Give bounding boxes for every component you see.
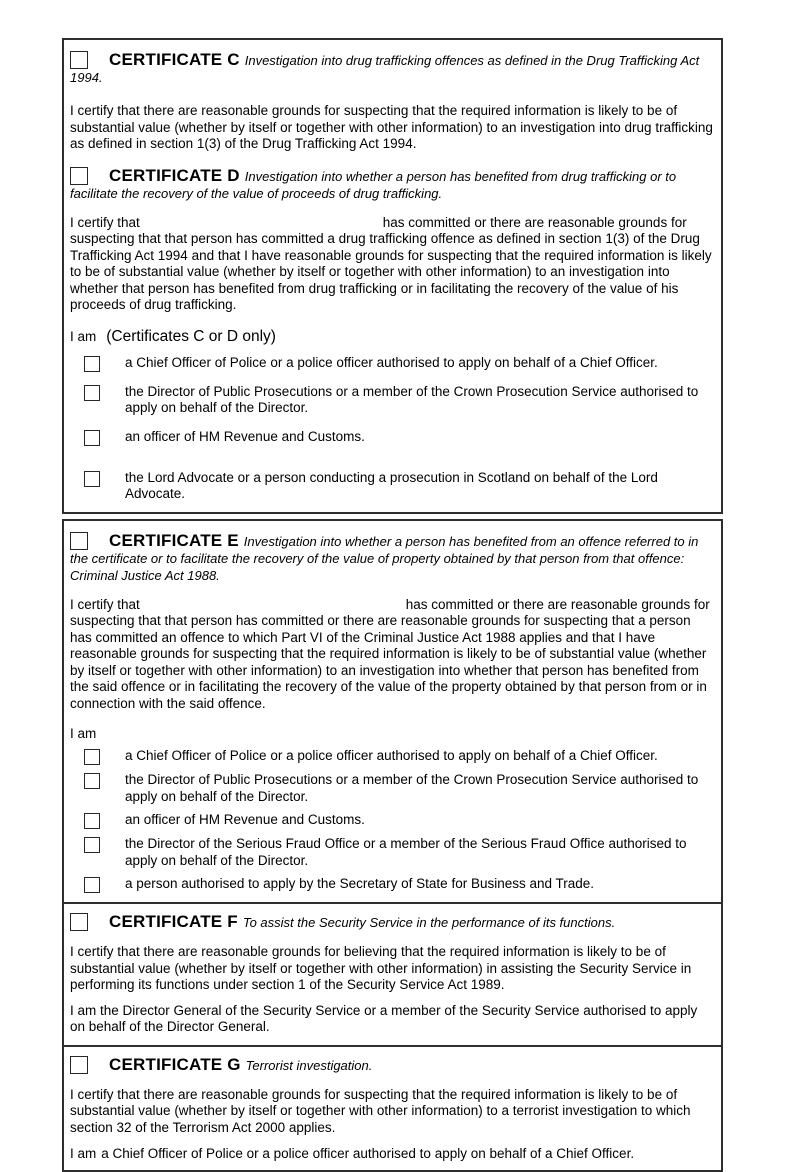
certify-suffix: has committed or there are reasonable grounds for suspecting that that person has committed or there are reasonable grounds for suspecting that a person has committed an offence to which Part VI of the Criminal Justice Act 1988 applies and that I have reasonable grounds for suspecting that the required information is likely to be of substantial value (whether by itself or together with other information) to an investigation into whether that person has benefited from the said offence or in facilitating the recovery of the value of the property obtained by that person from or in connection with the said offence.	[70, 597, 710, 711]
e-role-option-4-checkbox[interactable]	[84, 877, 100, 893]
certificate-g-section	[62, 1045, 723, 1172]
iam-label: I am	[70, 726, 96, 741]
option-label: the Lord Advocate or a person conducting a prosecution in Scotland on behalf of the Lord Advocate.	[125, 470, 713, 503]
certificates-form	[62, 38, 723, 1172]
certificate-c-subtitle: Investigation into drug trafficking offences as defined in the Drug Trafficking Act 1994.	[70, 53, 699, 85]
certificate-d-certify-paragraph	[70, 215, 713, 314]
certificate-f-checkbox[interactable]	[70, 913, 88, 931]
cd-role-option-0-checkbox[interactable]	[84, 356, 100, 372]
cd-role-option-1-checkbox[interactable]	[84, 385, 100, 401]
certify-prefix: I certify that	[70, 597, 140, 612]
cd-role-option-2-checkbox[interactable]	[84, 430, 100, 446]
e-role-option-0-checkbox[interactable]	[84, 749, 100, 765]
e-role-option-2-checkbox[interactable]	[84, 813, 100, 829]
certificate-f-body: I certify that there are reasonable grounds for believing that the required information is likely to be of substantial value (whether by itself or together with other information) in assisting the Security Service in performing its functions under section 1 of the Security Service Act 1989.	[70, 944, 713, 994]
cd-role-option-1	[70, 384, 713, 417]
iam-label: I am	[70, 329, 96, 344]
certificate-e-checkbox[interactable]	[70, 532, 88, 550]
iam-label: I am	[70, 1146, 96, 1161]
g-iam-text: a Chief Officer of Police or a police officer authorised to apply on behalf of a Chief Officer.	[101, 1146, 634, 1161]
cd-iam-row	[70, 328, 713, 346]
option-label: a person authorised to apply by the Secretary of State for Business and Trade.	[125, 876, 594, 893]
certificate-g-header	[70, 1056, 713, 1074]
option-label: an officer of HM Revenue and Customs.	[125, 812, 365, 829]
certificates-cd-section	[62, 38, 723, 514]
certificate-g-checkbox[interactable]	[70, 1056, 88, 1074]
certificate-c-header	[70, 51, 713, 86]
certificate-f-title: CERTIFICATE F	[109, 912, 243, 931]
e-role-option-3	[70, 836, 713, 869]
cd-role-option-3-checkbox[interactable]	[84, 471, 100, 487]
certificate-e-section	[62, 519, 723, 905]
certificate-e-title: CERTIFICATE E	[109, 531, 244, 550]
certificate-f-section	[62, 902, 723, 1047]
certificate-f-subtitle: To assist the Security Service in the performance of its functions.	[243, 915, 615, 930]
certify-name-blank[interactable]	[140, 607, 406, 609]
certify-prefix: I certify that	[70, 215, 140, 230]
option-label: a Chief Officer of Police or a police officer authorised to apply on behalf of a Chief Officer.	[125, 748, 658, 765]
e-role-option-2	[70, 812, 713, 829]
e-role-option-1	[70, 772, 713, 805]
certificate-d-header	[70, 167, 713, 202]
option-label: the Director of Public Prosecutions or a member of the Crown Prosecution Service authorised to apply on behalf of the Director.	[125, 772, 713, 805]
option-label: an officer of HM Revenue and Customs.	[125, 429, 365, 446]
cd-role-option-0	[70, 355, 713, 372]
certificate-g-body: I certify that there are reasonable grounds for suspecting that the required information is likely to be of substantial value (whether by itself or together with other information) to a terrorist investigation to which section 32 of the Terrorism Act 2000 applies.	[70, 1087, 713, 1137]
certificate-f-header	[70, 913, 713, 931]
option-label: the Director of Public Prosecutions or a member of the Crown Prosecution Service authorised to apply on behalf of the Director.	[125, 384, 713, 417]
option-label: a Chief Officer of Police or a police officer authorised to apply on behalf of a Chief Officer.	[125, 355, 658, 372]
certificate-e-header	[70, 532, 713, 584]
certificate-e-certify-paragraph	[70, 597, 713, 713]
certificate-e-subtitle: Investigation into whether a person has benefited from an offence referred to in the certificate or to facilitate the recovery of the value of property obtained by that person from that offence: Criminal Justice Act 1988.	[70, 534, 698, 583]
certificate-c-title: CERTIFICATE C	[109, 50, 245, 69]
certificate-d-checkbox[interactable]	[70, 167, 88, 185]
cd-role-option-2	[70, 429, 713, 446]
certificate-c-body: I certify that there are reasonable grounds for suspecting that the required information is likely to be of substantial value (whether by itself or together with other information) to an investigation into drug trafficking as defined in section 1(3) of the Drug Trafficking Act 1994.	[70, 103, 713, 153]
e-role-option-1-checkbox[interactable]	[84, 773, 100, 789]
certify-suffix: has committed or there are reasonable grounds for suspecting that that person has committed a drug trafficking offence as defined in section 1(3) of the Drug Trafficking Act 1994 and that I have reasonable grounds for suspecting that the required information is likely to be of substantial value (whether by itself or together with other information) to an investigation into whether that person has benefited from drug trafficking or in facilitating the recovery of the value of his proceeds of drug trafficking.	[70, 215, 712, 313]
certificate-c-checkbox[interactable]	[70, 51, 88, 69]
certificate-g-subtitle: Terrorist investigation.	[246, 1058, 373, 1073]
certificate-d-title: CERTIFICATE D	[109, 166, 245, 185]
certificate-d-subtitle: Investigation into whether a person has benefited from drug trafficking or to facilitate the recovery of the value of proceeds of drug trafficking.	[70, 169, 676, 201]
e-role-option-3-checkbox[interactable]	[84, 837, 100, 853]
iam-qualifier: (Certificates C or D only)	[106, 328, 276, 346]
g-iam-row	[70, 1146, 713, 1161]
certificate-f-iam-statement: I am the Director General of the Security Service or a member of the Security Service authorised to apply on behalf of the Director General.	[70, 1003, 713, 1036]
option-label: the Director of the Serious Fraud Office or a member of the Serious Fraud Office authorised to apply on behalf of the Director.	[125, 836, 713, 869]
certificate-g-title: CERTIFICATE G	[109, 1055, 246, 1074]
certify-name-blank[interactable]	[140, 225, 383, 227]
e-role-option-4	[70, 876, 713, 893]
e-iam-row	[70, 726, 713, 741]
cd-role-option-3	[70, 470, 713, 503]
e-role-option-0	[70, 748, 713, 765]
